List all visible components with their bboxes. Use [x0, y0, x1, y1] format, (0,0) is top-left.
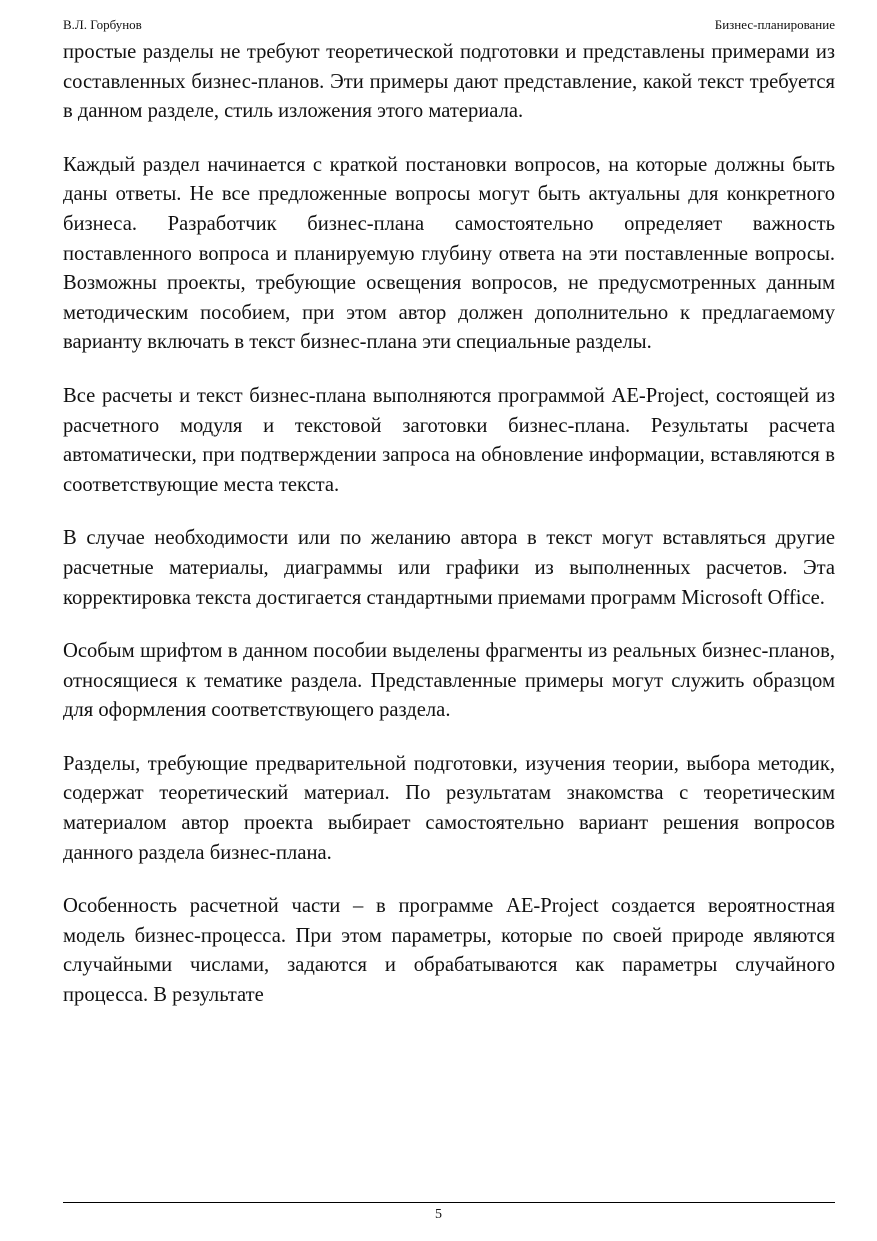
paragraph-1: простые разделы не требуют теоретической подготовки и представлены примерами из составленных бизнес-планов. Эти примеры дают представление, какой текст требуется в данном разделе, стиль изложения этого материала.	[63, 41, 835, 123]
header-author: В.Л. Горбунов	[63, 17, 142, 32]
paragraph-5: Особым шрифтом в данном пособии выделены фрагменты из реальных бизнес-планов, относящиеся к тематике раздела. Представленные примеры могут служить образцом для оформления соответствующего раздела.	[63, 640, 835, 722]
running-header	[63, 16, 835, 34]
page-number: 5	[435, 1207, 442, 1222]
header-title: Бизнес-планирование	[714, 17, 835, 32]
paragraph-7: Особенность расчетной части – в программе AE-Project создается вероятностная модель бизнес-процесса. При этом параметры, которые по своей природе являются случайными числами, задаются и обрабатываются как параметры случайного процесса. В результате	[63, 895, 835, 1007]
paragraph-3: Все расчеты и текст бизнес-плана выполняются программой AE-Project, состоящей из расчетного модуля и текстовой заготовки бизнес-плана. Результаты расчета автоматически, при подтверждении запроса на обновление информации, вставляются в соответствующие места текста.	[63, 384, 835, 496]
footer-divider	[63, 1202, 835, 1203]
paragraph-6: Разделы, требующие предварительной подготовки, изучения теории, выбора методик, содержат теоретический материал. По результатам знакомства с теоретическим материалом автор проекта выбирает самостоятельно вариант решения вопросов данного раздела бизнес-плана.	[63, 752, 835, 864]
paragraph-4: В случае необходимости или по желанию автора в текст могут вставляться другие расчетные материалы, диаграммы или графики из выполненных расчетов. Эта корректировка текста достигается стандартными приемами программ Microsoft Office.	[63, 527, 835, 609]
paragraph-2: Каждый раздел начинается с краткой постановки вопросов, на которые должны быть даны ответы. Не все предложенные вопросы могут быть актуальны для конкретного бизнеса. Разработчик бизнес-плана самостоятельно определяет важность поставленного вопроса и планируемую глубину ответа на эти поставленные вопросы. Возможны проекты, требующие освещения вопросов, не предусмотренных данным методическим пособием, при этом автор должен дополнительно к предлагаемому варианту включать в текст бизнес-плана эти специальные разделы.	[63, 153, 835, 354]
body-text	[63, 38, 835, 1035]
